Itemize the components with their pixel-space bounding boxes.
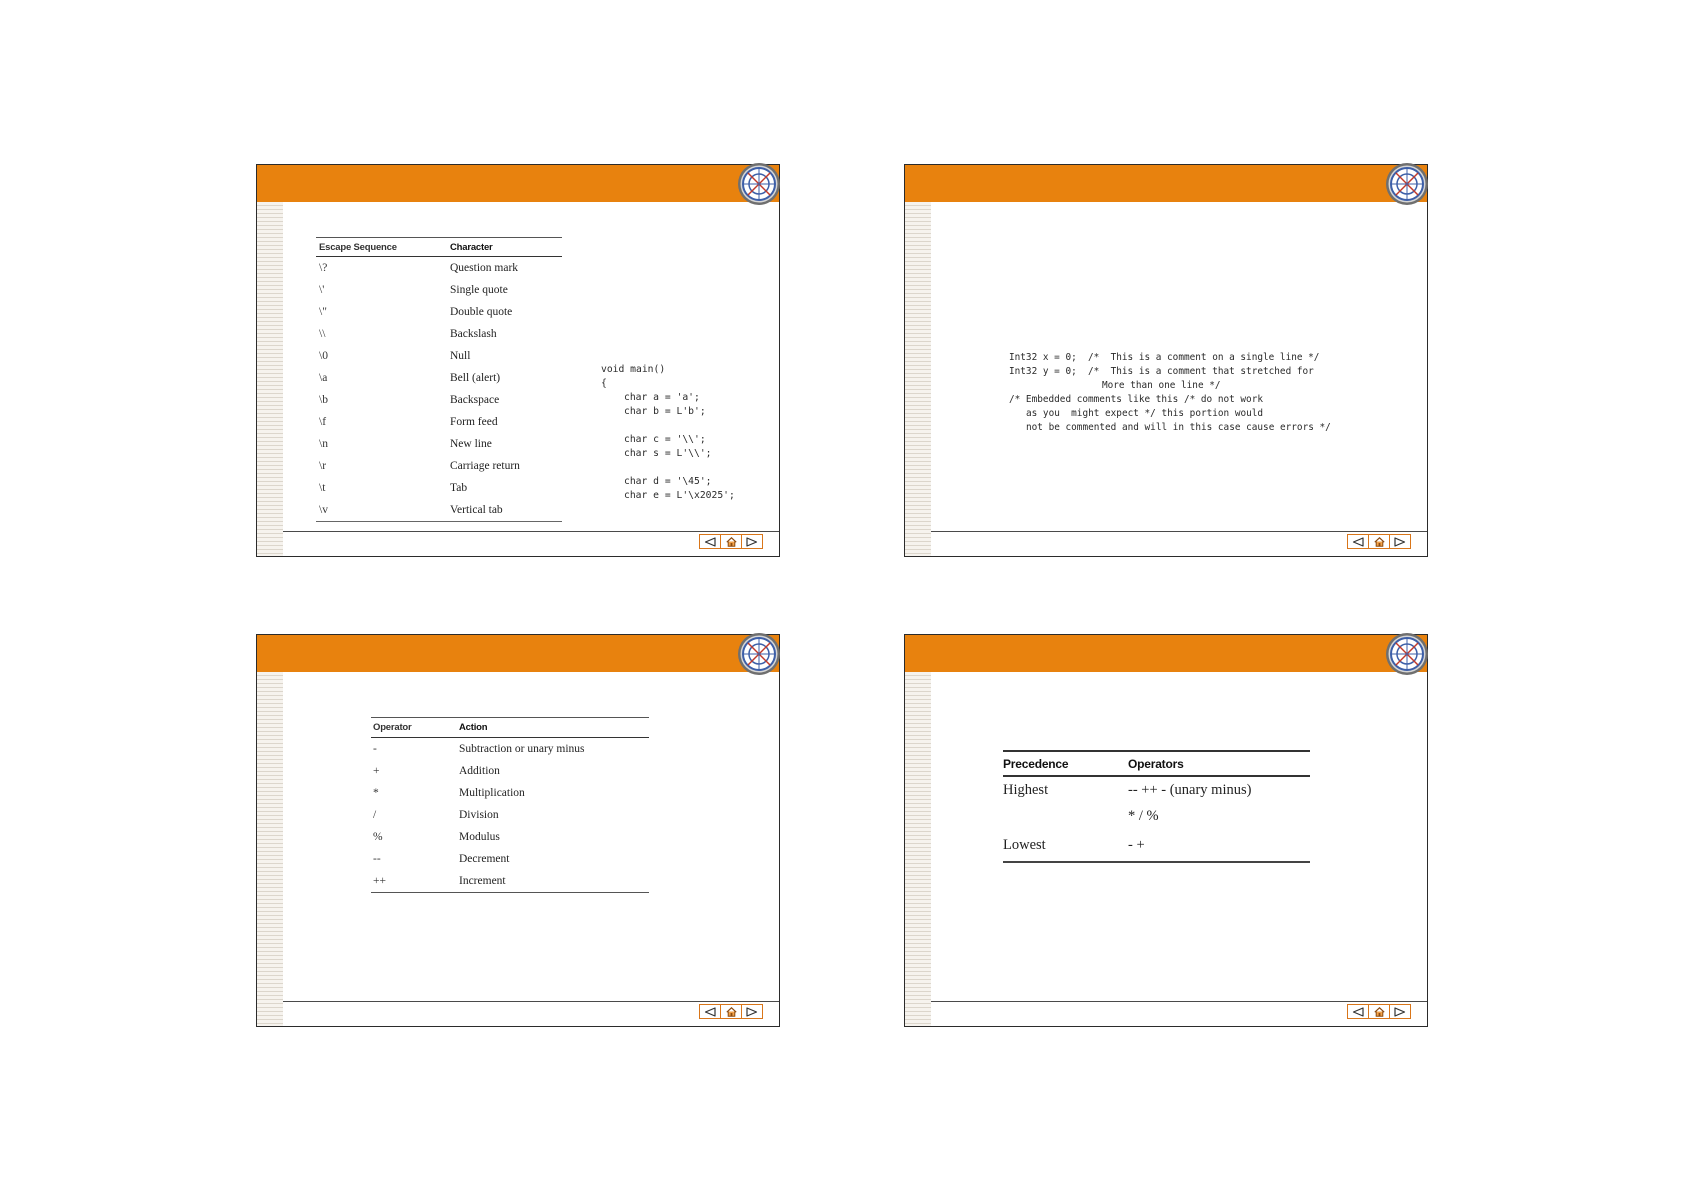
home-button[interactable] [720, 1004, 742, 1019]
triangle-left-icon [704, 1007, 716, 1017]
slide-2 [904, 164, 1428, 557]
table-cell: % [373, 831, 383, 843]
table-cell: \b [319, 394, 328, 406]
table-cell: * / % [1128, 807, 1159, 824]
table-cell: Carriage return [450, 460, 520, 472]
code-line: { [601, 378, 607, 389]
table-cell: Tab [450, 482, 468, 494]
slide-nav [1347, 1004, 1411, 1019]
slide-margin-stripes [257, 672, 283, 1026]
home-icon [726, 1007, 737, 1017]
escape-sequence-table [316, 237, 562, 522]
code-block [1009, 351, 1331, 435]
table-row [316, 433, 562, 455]
table-row [371, 804, 649, 826]
arithmetic-operator-table [371, 717, 649, 893]
code-line: /* Embedded comments like this /* do not work [1009, 394, 1263, 405]
table-row [316, 323, 562, 345]
table-header-cell: Operator [373, 722, 412, 733]
table-cell: Division [459, 809, 499, 821]
table-cell: Bell (alert) [450, 372, 501, 384]
logo-emblem-icon [1385, 162, 1429, 206]
table-cell: \a [319, 372, 328, 384]
table-header-cell: Precedence [1003, 756, 1069, 771]
table-cell: \" [319, 306, 327, 318]
table-cell: Increment [459, 875, 506, 887]
table-cell: \v [319, 504, 328, 516]
table-row [316, 367, 562, 389]
code-line: More than one line */ [1102, 380, 1221, 391]
triangle-left-icon [1352, 537, 1364, 547]
table-header-cell: Action [459, 722, 488, 733]
table-row [371, 848, 649, 870]
slide-nav [699, 534, 763, 549]
code-line: Int32 x = 0; /* This is a comment on a single line */ [1009, 352, 1320, 363]
table-cell: -- [373, 853, 381, 865]
table-cell: ++ [373, 875, 386, 887]
table-cell: Multiplication [459, 787, 525, 799]
code-spacer [601, 461, 735, 475]
table-header-row [371, 718, 649, 738]
home-icon [1374, 537, 1385, 547]
table-row [316, 389, 562, 411]
table-row [371, 738, 649, 760]
code-line: char s = L'\\'; [624, 448, 712, 459]
slide-margin-stripes [257, 202, 283, 556]
prev-slide-button[interactable] [1347, 1004, 1369, 1019]
next-slide-button[interactable] [741, 534, 763, 549]
footer-divider [931, 531, 1427, 532]
logo-emblem-icon [1385, 632, 1429, 676]
table-cell: \t [319, 482, 326, 494]
table-cell: / [373, 809, 377, 821]
table-cell: -- ++ - (unary minus) [1128, 781, 1252, 798]
slide-header-bar [905, 635, 1427, 672]
triangle-right-icon [746, 537, 758, 547]
slide-header-bar [905, 165, 1427, 202]
table-cell: \n [319, 438, 328, 450]
logo-emblem-icon [737, 632, 781, 676]
slide-header-bar [257, 165, 779, 202]
slide-nav [699, 1004, 763, 1019]
table-row [316, 345, 562, 367]
slide-1 [256, 164, 780, 557]
triangle-right-icon [1394, 537, 1406, 547]
table-cell: Double quote [450, 306, 513, 318]
home-button[interactable] [1368, 534, 1390, 549]
table-row [371, 870, 649, 892]
table-row [371, 826, 649, 848]
table-row [316, 499, 562, 521]
code-line: Int32 y = 0; /* This is a comment that stretched for [1009, 366, 1314, 377]
prev-slide-button[interactable] [699, 1004, 721, 1019]
table-cell: Vertical tab [450, 504, 503, 516]
next-slide-button[interactable] [741, 1004, 763, 1019]
table-cell: \f [319, 416, 327, 428]
code-line: char c = '\\'; [624, 434, 706, 445]
table-row [371, 782, 649, 804]
prev-slide-button[interactable] [1347, 534, 1369, 549]
table-cell: New line [450, 438, 492, 450]
footer-divider [283, 1001, 779, 1002]
home-button[interactable] [1368, 1004, 1390, 1019]
slide-4 [904, 634, 1428, 1027]
slide-nav [1347, 534, 1411, 549]
code-line: char a = 'a'; [624, 392, 700, 403]
home-button[interactable] [720, 534, 742, 549]
table-row [1003, 777, 1310, 803]
table-cell: - + [1128, 836, 1145, 853]
triangle-left-icon [704, 537, 716, 547]
table-cell: Subtraction or unary minus [459, 743, 585, 755]
table-row [316, 411, 562, 433]
home-icon [1374, 1007, 1385, 1017]
code-line: char e = L'\x2025'; [624, 490, 735, 501]
code-line: char d = '\45'; [624, 476, 712, 487]
table-row [316, 301, 562, 323]
table-row [1003, 829, 1310, 861]
table-cell: + [373, 765, 380, 777]
table-cell: Highest [1003, 781, 1049, 798]
triangle-left-icon [1352, 1007, 1364, 1017]
slide-3 [256, 634, 780, 1027]
table-row [316, 455, 562, 477]
slide-header-bar [257, 635, 779, 672]
table-row [316, 477, 562, 499]
table-header-row [316, 238, 562, 257]
home-icon [726, 537, 737, 547]
code-line: as you might expect */ this portion would [1026, 408, 1264, 419]
table-cell: Backspace [450, 394, 500, 406]
table-cell: Form feed [450, 416, 498, 428]
prev-slide-button[interactable] [699, 534, 721, 549]
table-cell: Question mark [450, 262, 519, 274]
table-header-row [1003, 752, 1310, 777]
table-cell: * [373, 787, 379, 799]
footer-divider [283, 531, 779, 532]
code-spacer [601, 419, 735, 433]
table-cell: \r [319, 460, 327, 472]
table-cell: Lowest [1003, 836, 1046, 853]
code-line: char b = L'b'; [624, 406, 706, 417]
slide-margin-stripes [905, 202, 931, 556]
table-cell: Single quote [450, 284, 508, 296]
next-slide-button[interactable] [1389, 1004, 1411, 1019]
logo-emblem-icon [737, 162, 781, 206]
triangle-right-icon [746, 1007, 758, 1017]
table-header-cell: Character [450, 241, 493, 253]
table-cell: Backslash [450, 328, 497, 340]
code-line: not be commented and will in this case cause errors */ [1026, 422, 1331, 433]
next-slide-button[interactable] [1389, 534, 1411, 549]
table-header-cell: Operators [1128, 756, 1184, 771]
table-cell: \0 [319, 350, 328, 362]
footer-divider [931, 1001, 1427, 1002]
table-cell: Null [450, 350, 471, 362]
code-line: void main() [601, 364, 666, 375]
table-cell: Modulus [459, 831, 500, 843]
table-cell: \? [319, 262, 328, 274]
table-row [1003, 803, 1310, 829]
table-cell: \' [319, 284, 325, 296]
code-block [601, 363, 735, 503]
table-cell: - [373, 743, 377, 755]
table-cell: Decrement [459, 853, 510, 865]
slide-margin-stripes [905, 672, 931, 1026]
operator-precedence-table [1003, 750, 1310, 863]
table-row [316, 257, 562, 279]
table-cell: Addition [459, 765, 500, 777]
table-row [316, 279, 562, 301]
table-row [371, 760, 649, 782]
table-cell: \\ [319, 328, 326, 340]
triangle-right-icon [1394, 1007, 1406, 1017]
table-header-cell: Escape Sequence [319, 241, 397, 253]
